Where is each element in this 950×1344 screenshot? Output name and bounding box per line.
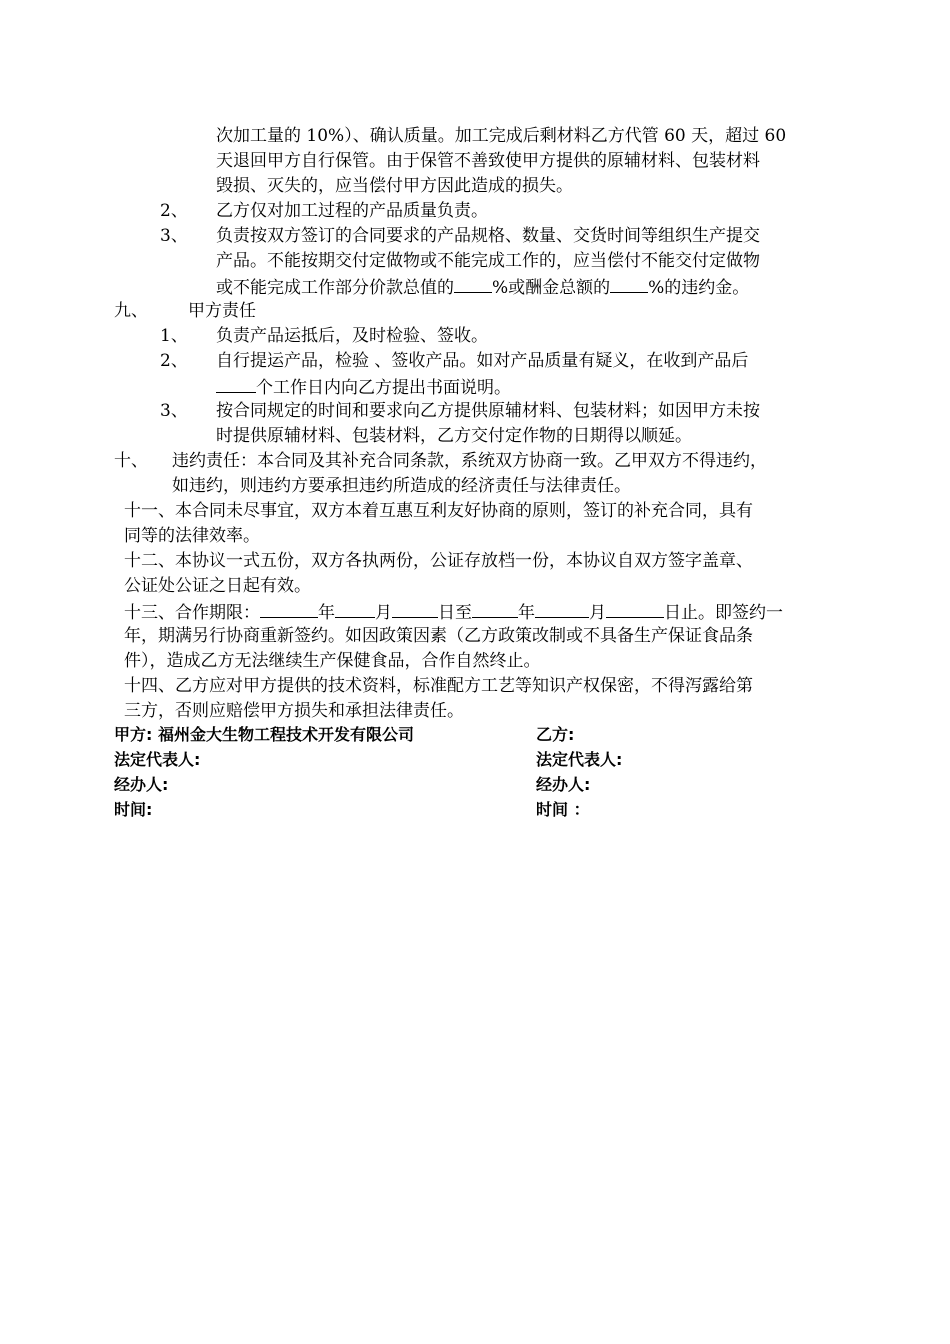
sec8-item3-line2: 产品。不能按期交付定做物或不能完成工作的，应当偿付不能交付定做物 [216, 251, 760, 271]
sec10-line2: 如违约，则违约方要承担违约所造成的经济责任与法律责任。 [172, 476, 631, 496]
sec13-year2-label: 年 [518, 603, 535, 623]
sec10-number: 十、 [114, 451, 148, 471]
party-b-agent: 经办人: [536, 775, 591, 794]
sec9-item3-number: 3、 [160, 401, 188, 421]
sec9-item1-number: 1、 [160, 326, 188, 346]
sec13-line3: 件），造成乙方无法继续生产保健食品，合作自然终止。 [124, 651, 541, 671]
blank-end-day [606, 599, 664, 618]
blank-fee-percent [610, 274, 648, 293]
party-a-agent: 经办人: [114, 775, 169, 794]
party-b-time: 时间 ： [536, 800, 590, 819]
sec8-item3-line3 [216, 274, 749, 301]
sec10-line1: 违约责任：本合同及其补充合同条款，系统双方协商一致。乙甲双方不得违约， [172, 451, 767, 471]
blank-start-year [260, 599, 318, 618]
sec9-item2-line2 [216, 374, 511, 401]
sec12-line1: 十二、本协议一式五份，双方各执两份，公证存放档一份，本协议自双方签字盖章、 [124, 551, 753, 571]
party-a-name: 福州金大生物工程技术开发有限公司 [157, 725, 414, 744]
sec8-item3-line3-c: %的违约金。 [648, 278, 750, 298]
sec8-item3-line3-b: %或酬金总额的 [492, 278, 611, 298]
sec9-item3-line1: 按合同规定的时间和要求向乙方提供原辅材料、包装材料；如因甲方未按 [216, 401, 760, 421]
sec13-line1 [124, 599, 783, 626]
sec8-item1-continuation-line2: 天退回甲方自行保管。由于保管不善致使甲方提供的原辅材料、包装材料 [216, 151, 760, 171]
sec8-item3-line3-a: 或不能完成工作部分价款总值的 [216, 278, 454, 298]
sec13-month2-label: 月 [589, 603, 606, 623]
party-a-line [114, 722, 414, 747]
party-a-label: 甲方: [114, 725, 153, 744]
sec13-year1-label: 年 [318, 603, 335, 623]
blank-start-day [392, 599, 438, 618]
sec13-line1-lead: 十三、合作期限： [124, 603, 260, 623]
party-b-label: 乙方: [536, 725, 575, 744]
party-a-time: 时间: [114, 800, 153, 819]
blank-end-month [535, 599, 589, 618]
blank-price-percent [454, 274, 492, 293]
party-b-representative: 法定代表人: [536, 750, 623, 769]
sec9-title: 甲方责任 [188, 301, 256, 321]
sec8-item1-continuation-line1: 次加工量的 10%）、确认质量。加工完成后剩材料乙方代管 60 天，超过 60 [216, 126, 787, 146]
sec9-item2-number: 2、 [160, 351, 188, 371]
blank-start-month [335, 599, 375, 618]
sec13-month1-label: 月 [375, 603, 392, 623]
sec9-item2-line2-text: 个工作日内向乙方提出书面说明。 [256, 378, 511, 398]
sec11-line1: 十一、本合同未尽事宜，双方本着互惠互利友好协商的原则，签订的补充合同，具有 [124, 501, 753, 521]
sec14-line2: 三方，否则应赔偿甲方损失和承担法律责任。 [124, 701, 464, 721]
sec9-item2-line1: 自行提运产品，检验 、签收产品。如对产品质量有疑义，在收到产品后 [216, 351, 749, 371]
sec13-line2: 年，期满另行协商重新签约。如因政策因素（乙方政策改制或不具备生产保证食品条 [124, 626, 753, 646]
sec9-number: 九、 [114, 301, 148, 321]
party-a-representative: 法定代表人: [114, 750, 201, 769]
sec8-item2-number: 2、 [160, 201, 188, 221]
sec14-line1: 十四、乙方应对甲方提供的技术资料，标准配方工艺等知识产权保密，不得泻露给第 [124, 676, 753, 696]
sec11-line2: 同等的法律效率。 [124, 526, 260, 546]
blank-end-year [472, 599, 518, 618]
sec9-item1-text: 负责产品运抵后，及时检验、签收。 [216, 326, 488, 346]
sec12-line2: 公证处公证之日起有效。 [124, 576, 311, 596]
sec8-item3-line1: 负责按双方签订的合同要求的产品规格、数量、交货时间等组织生产提交 [216, 226, 760, 246]
sec8-item1-continuation-line3: 毁损、灭失的，应当偿付甲方因此造成的损失。 [216, 176, 573, 196]
blank-workdays [216, 374, 256, 393]
sec8-item3-number: 3、 [160, 226, 188, 246]
sec13-day2-label: 日止。即签约一 [664, 603, 783, 623]
sec13-day1-label: 日至 [438, 603, 472, 623]
sec9-item3-line2: 时提供原辅材料、包装材料，乙方交付定作物的日期得以顺延。 [216, 426, 692, 446]
sec8-item2-text: 乙方仅对加工过程的产品质量负责。 [216, 201, 488, 221]
